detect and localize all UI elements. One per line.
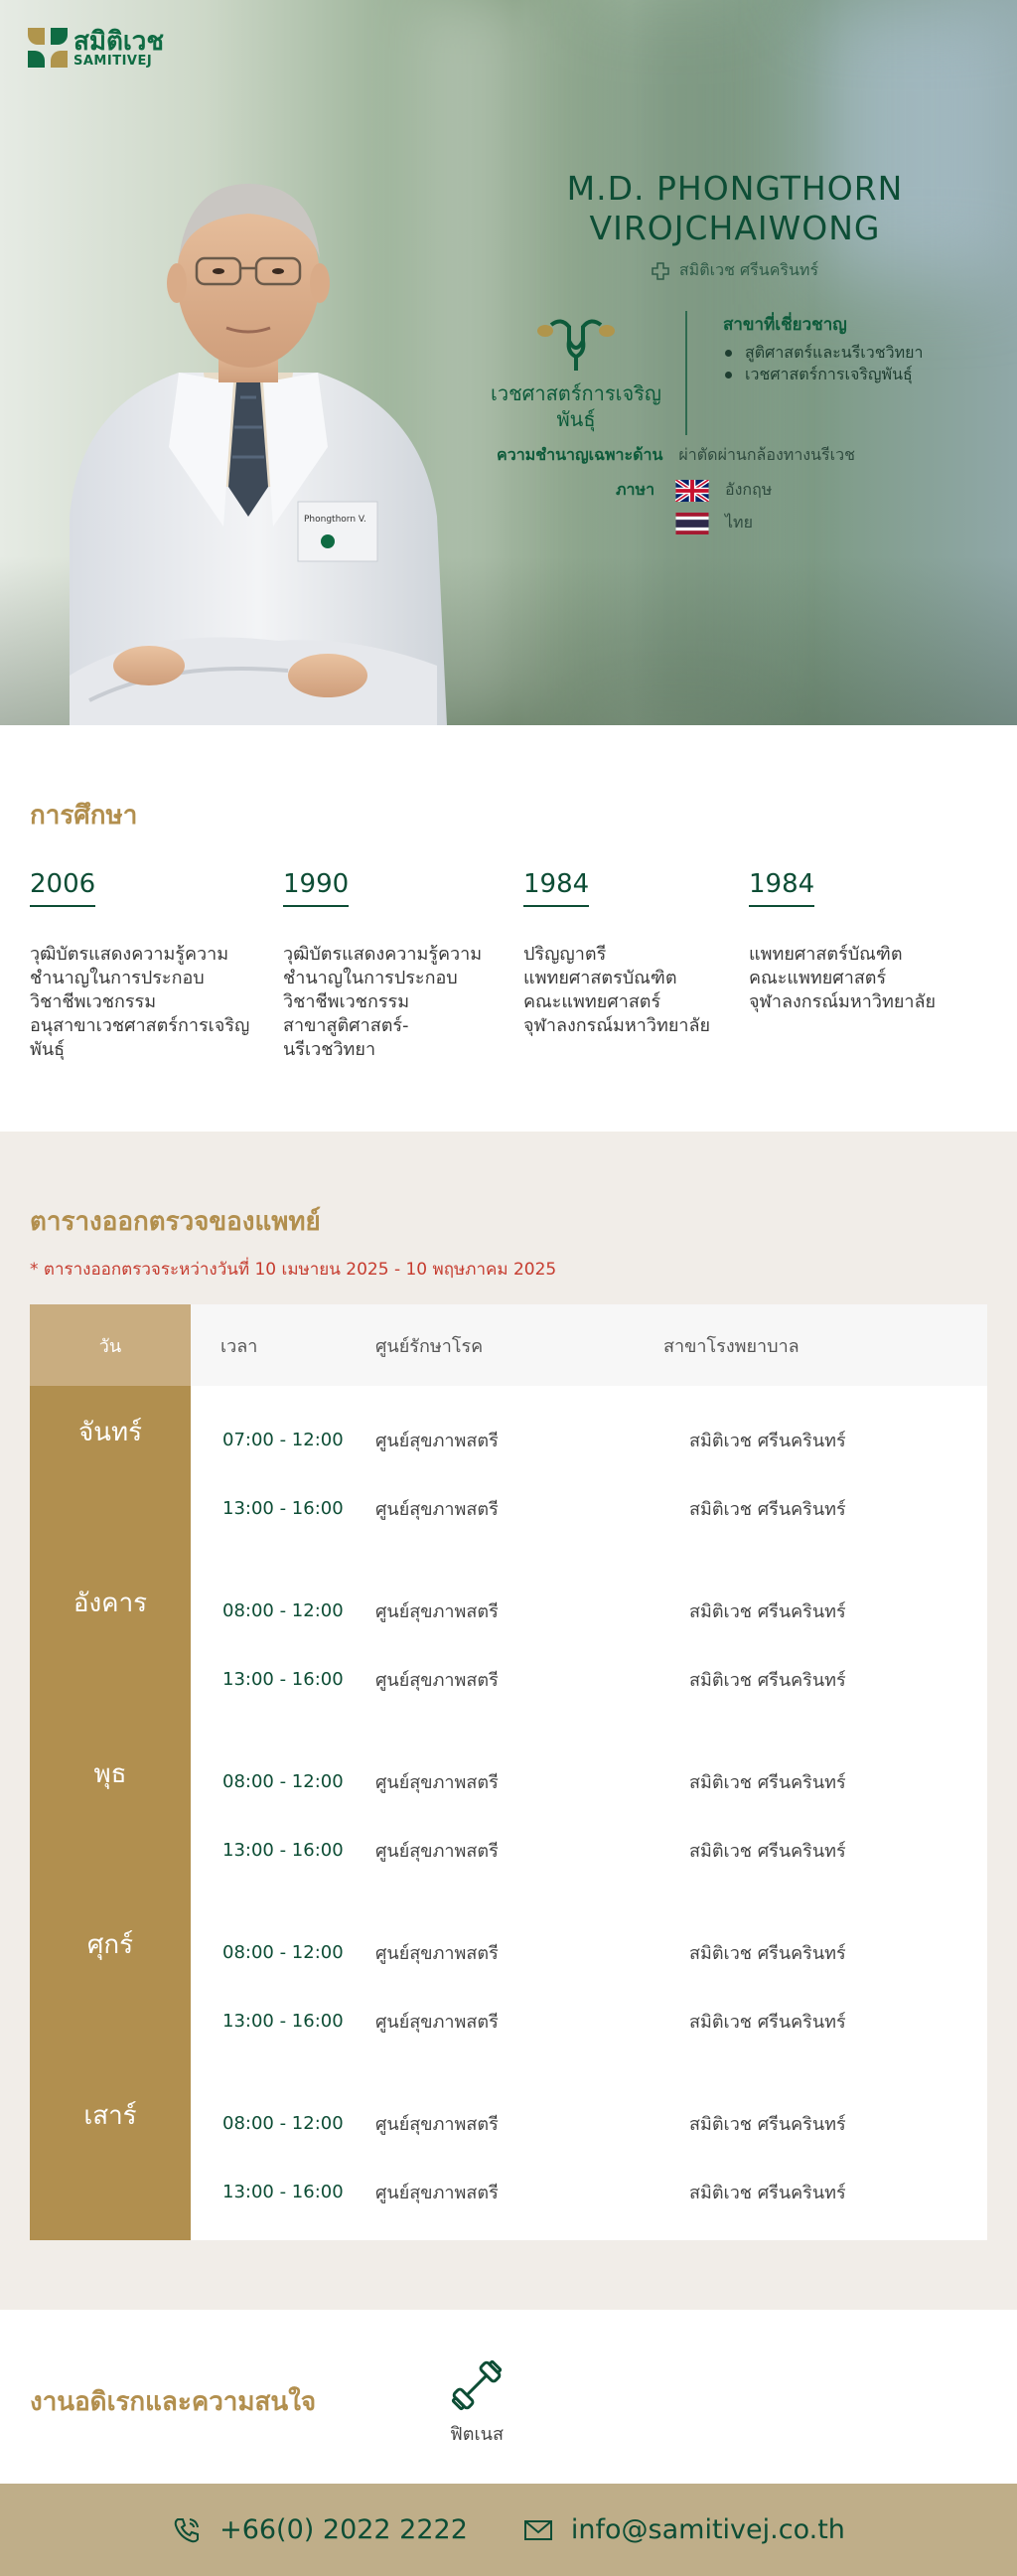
- doctor-info: [477, 169, 993, 535]
- schedule-branch: สมิติเวช ศรีนครินทร์: [689, 2183, 846, 2203]
- schedule-day-name: อังคาร: [30, 1557, 191, 1728]
- schedule-branch: สมิติเวช ศรีนครินทร์: [689, 1943, 846, 1964]
- mail-icon: [523, 2518, 553, 2542]
- schedule-time: 08:00 - 12:00: [222, 1942, 344, 1963]
- schedule-time: 08:00 - 12:00: [222, 1600, 344, 1621]
- schedule-day-block: [30, 1898, 987, 2069]
- schedule-center: ศูนย์สุขภาพสตรี: [375, 1841, 499, 1862]
- interests-section: [0, 2310, 1017, 2484]
- specialty-block: [477, 311, 675, 435]
- schedule-table: [30, 1304, 987, 2240]
- language-label: ภาษา: [616, 480, 655, 499]
- thai-flag-icon: [675, 513, 709, 534]
- schedule-center: ศูนย์สุขภาพสตรี: [375, 1499, 499, 1520]
- samitivej-logo-icon: [28, 28, 68, 68]
- subspecialty-title: สาขาที่เชี่ยวชาญ: [723, 315, 847, 335]
- schedule-time: 08:00 - 12:00: [222, 1771, 344, 1792]
- schedule-day-name: เสาร์: [30, 2069, 191, 2240]
- schedule-time: 08:00 - 12:00: [222, 2113, 344, 2134]
- education-description: แพทยศาสตร์บัณฑิต คณะแพทยศาสตร์ จุฬาลงกรณ์มหาวิทยาลัย: [749, 944, 937, 1012]
- schedule-branch: สมิติเวช ศรีนครินทร์: [689, 2114, 846, 2135]
- schedule-table-header: [30, 1304, 987, 1386]
- schedule-time: 13:00 - 16:00: [222, 1669, 344, 1690]
- education-section: [0, 725, 1017, 1132]
- language-item-thai: [675, 511, 772, 535]
- specialty-row: [477, 311, 993, 435]
- schedule-table-body: [30, 1386, 987, 2240]
- schedule-day-block: [30, 1386, 987, 1557]
- doctor-photo: [30, 159, 457, 725]
- schedule-day-name: ศุกร์: [30, 1898, 191, 2069]
- education-year: 1990: [283, 869, 349, 907]
- schedule-day-block: [30, 2069, 987, 2240]
- schedule-time: 07:00 - 12:00: [222, 1430, 344, 1450]
- schedule-day-name: พุธ: [30, 1728, 191, 1898]
- column-header-center: ศูนย์รักษาโรค: [375, 1335, 484, 1357]
- education-list: [30, 869, 987, 1062]
- doctor-name: [477, 169, 993, 248]
- schedule-note: * ตารางออกตรวจระหว่างวันที่ 10 เมษายน 2025 - 10 พฤษภาคม 2025: [30, 1260, 557, 1280]
- schedule-section: [0, 1132, 1017, 2310]
- dumbbell-icon: [447, 2355, 507, 2415]
- table-row: [191, 1645, 987, 1714]
- schedule-branch: สมิติเวช ศรีนครินทร์: [689, 1772, 846, 1793]
- interest-label: ฟิตเนส: [450, 2424, 504, 2445]
- schedule-day-name: จันทร์: [30, 1386, 191, 1557]
- schedule-center: ศูนย์สุขภาพสตรี: [375, 2114, 499, 2135]
- schedule-center: ศูนย์สุขภาพสตรี: [375, 1943, 499, 1964]
- table-row: [191, 1747, 987, 1816]
- schedule-branch: สมิติเวช ศรีนครินทร์: [689, 1431, 846, 1451]
- schedule-day-block: [30, 1557, 987, 1728]
- expertise-label: ความชำนาญเฉพาะด้าน: [497, 445, 663, 464]
- schedule-time: 13:00 - 16:00: [222, 2011, 344, 2032]
- education-title: การศึกษา: [30, 801, 138, 831]
- schedule-branch: สมิติเวช ศรีนครินทร์: [689, 2012, 846, 2033]
- doctor-hero: [0, 0, 1017, 725]
- table-row: [191, 2158, 987, 2226]
- schedule-branch: สมิติเวช ศรีนครินทร์: [689, 1670, 846, 1691]
- doctor-name-line2: VIROJCHAIWONG: [589, 209, 881, 247]
- education-description: วุฒิบัตรแสดงความรู้ความ ชำนาญในการประกอบ วิชาชีพเวชกรรม อนุสาขาเวชศาสตร์การเจริญ พันธุ์: [30, 944, 250, 1060]
- language-name: อังกฤษ: [725, 480, 773, 499]
- schedule-branch: สมิติเวช ศรีนครินทร์: [689, 1601, 846, 1622]
- interest-item: [447, 2355, 507, 2448]
- language-item-english: [675, 478, 772, 503]
- education-item: [523, 869, 749, 1062]
- schedule-center: ศูนย์สุขภาพสตรี: [375, 2012, 499, 2033]
- schedule-title: ตารางออกตรวจของแพทย์: [30, 1207, 321, 1237]
- subspecialty-block: [723, 311, 924, 435]
- education-year: 1984: [523, 869, 589, 907]
- column-header-time: เวลา: [220, 1335, 258, 1357]
- subspecialty-list: [723, 342, 924, 385]
- schedule-center: ศูนย์สุขภาพสตรี: [375, 1670, 499, 1691]
- phone-link[interactable]: [172, 2514, 468, 2545]
- education-description: วุฒิบัตรแสดงความรู้ความ ชำนาญในการประกอบ วิชาชีพเวชกรรม สาขาสูติศาสตร์- นรีเวชวิทยา: [283, 944, 483, 1060]
- expertise-row: [477, 443, 993, 468]
- doctor-name-line1: M.D. PHONGTHORN: [566, 169, 904, 208]
- phone-icon: [172, 2515, 202, 2545]
- language-name: ไทย: [725, 513, 753, 531]
- schedule-time: 13:00 - 16:00: [222, 1498, 344, 1519]
- contact-footer: [0, 2484, 1017, 2576]
- education-year: 1984: [749, 869, 814, 907]
- email-address: info@samitivej.co.th: [570, 2514, 845, 2545]
- specialty-label: เวชศาสตร์การเจริญพันธุ์: [491, 381, 661, 431]
- table-row: [191, 1474, 987, 1543]
- education-item: [283, 869, 523, 1062]
- table-row: [191, 1918, 987, 1987]
- schedule-center: ศูนย์สุขภาพสตรี: [375, 2183, 499, 2203]
- table-row: [191, 1577, 987, 1645]
- column-header-day: วัน: [30, 1304, 191, 1386]
- language-list: [675, 478, 772, 535]
- email-link[interactable]: [523, 2514, 845, 2545]
- logo-name-thai: สมิติเวช: [73, 26, 165, 57]
- education-description: ปริญญาตรี แพทยศาสตรบัณฑิต คณะแพทยศาสตร์ จุฬาลงกรณ์มหาวิทยาลัย: [523, 944, 711, 1036]
- uterus-icon: [531, 311, 621, 373]
- expertise-value: ผ่าตัดผ่านกล้องทางนรีเวช: [678, 445, 855, 464]
- education-item: [30, 869, 283, 1062]
- schedule-time: 13:00 - 16:00: [222, 2182, 344, 2202]
- specialty-divider: [685, 311, 687, 435]
- education-year: 2006: [30, 869, 95, 907]
- schedule-center: ศูนย์สุขภาพสตรี: [375, 1601, 499, 1622]
- doctor-hospital-name: สมิติเวช ศรีนครินทร์: [678, 260, 819, 279]
- logo-name-english: SAMITIVEJ: [73, 53, 153, 69]
- schedule-center: ศูนย์สุขภาพสตรี: [375, 1431, 499, 1451]
- interests-title: งานอดิเรกและความสนใจ: [30, 2387, 317, 2417]
- subspecialty-item: สูติศาสตร์และนรีเวชวิทยา: [723, 342, 924, 364]
- language-row: [477, 478, 993, 535]
- coat-name-tag: Phongthorn V.: [304, 515, 366, 525]
- table-row: [191, 1406, 987, 1474]
- schedule-day-block: [30, 1728, 987, 1898]
- schedule-branch: สมิติเวช ศรีนครินทร์: [689, 1841, 846, 1862]
- schedule-time: 13:00 - 16:00: [222, 1840, 344, 1861]
- schedule-center: ศูนย์สุขภาพสตรี: [375, 1772, 499, 1793]
- samitivej-logo[interactable]: [28, 28, 164, 68]
- hospital-cross-icon: [652, 262, 669, 280]
- schedule-branch: สมิติเวช ศรีนครินทร์: [689, 1499, 846, 1520]
- table-row: [191, 1816, 987, 1885]
- doctor-hospital: [477, 258, 993, 283]
- table-row: [191, 2089, 987, 2158]
- column-header-branch: สาขาโรงพยาบาล: [663, 1335, 799, 1357]
- education-item: [749, 869, 977, 1062]
- subspecialty-item: เวชศาสตร์การเจริญพันธุ์: [723, 364, 924, 385]
- phone-number: +66(0) 2022 2222: [219, 2514, 468, 2545]
- uk-flag-icon: [675, 480, 709, 502]
- table-row: [191, 1987, 987, 2055]
